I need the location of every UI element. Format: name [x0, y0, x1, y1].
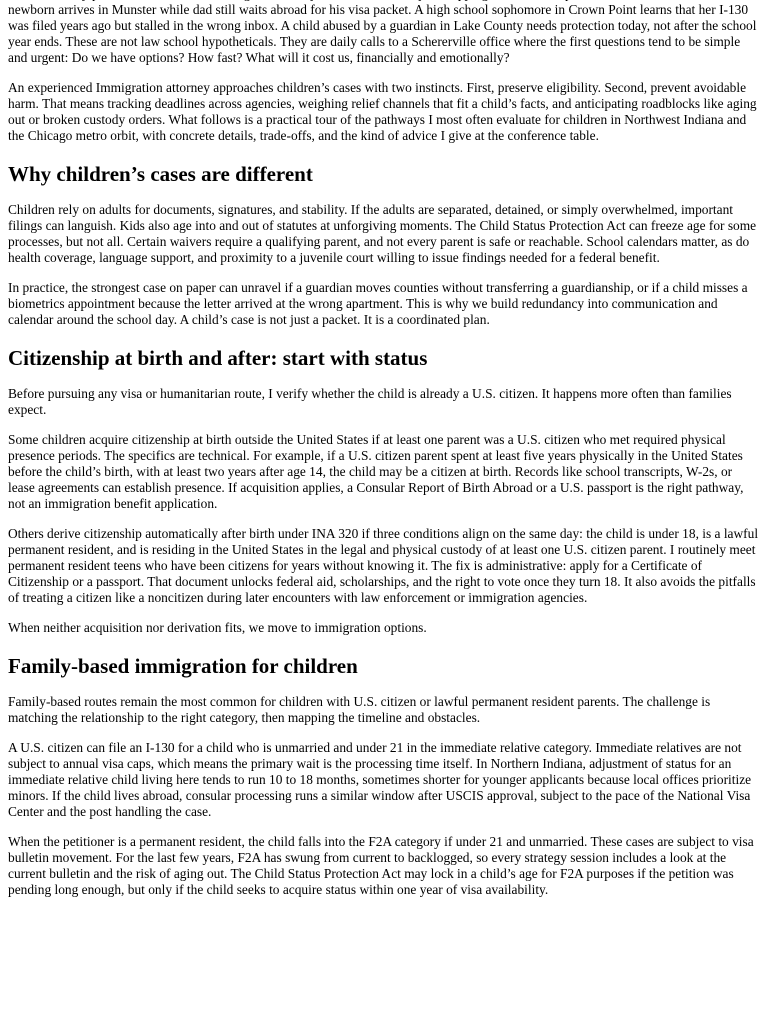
section-paragraph: Children rely on adults for documents, signatures, and stability. If the adults are separated, detained, or simply overwhelmed, important filings can languish. Kids also age into and out of statutes at unforgiving moments. The Child Status Protection Act can freeze age for some processes, but not all. Certain waivers require a qualifying parent, and not every parent is safe or reachable. School calendars matter, as do health coverage, language support, and proximity to a juvenile court willing to issue findings needed for a federal benefit. [8, 202, 757, 265]
section-paragraph: Some children acquire citizenship at birth outside the United States if at least one parent was a U.S. citizen who met required physical presence periods. The specifics are technical. For example, if a U.S. citizen parent spent at least five years physically in the United States before the child’s birth, with at least two years after age 14, the child may be a citizen at birth. Records like school transcripts, W-2s, or lease agreements can establish presence. If acquisition applies, a Consular Report of Birth Abroad or a U.S. passport is the right pathway, not an immigration benefit application. [8, 432, 744, 511]
section-paragraph: Others derive citizenship automatically after birth under INA 320 if three conditions align on the same day: the child is under 18, is a lawful permanent resident, and is residing in the United States in the legal and physical custody of at least one U.S. citizen parent. I routinely meet permanent resident teens who have been citizens for years without knowing it. The fix is administrative: apply for a Certificate of Citizenship or a passport. That document unlocks federal aid, scholarships, and the right to vote once they turn 18. It also avoids the pitfalls of treating a citizen like a noncitizen during later encounters with law enforcement or immigration agencies. [8, 526, 759, 605]
section-paragraph: When the petitioner is a permanent resident, the child falls into the F2A category if under 21 and unmarried. These cases are subject to visa bulletin movement. For the last few years, F2A has swung from current to backlogged, so every strategy session includes a look at the current bulletin and the risk of aging out. The Child Status Protection Act may lock in a child’s age for F2A purposes if the petition was pending long enough, but only if the child seeks to acquire status within one year of visa availability. [8, 834, 754, 897]
article [8, 0, 762, 912]
section-heading: Citizenship at birth and after: start with status [8, 346, 428, 370]
section-paragraph: Before pursuing any visa or humanitarian route, I verify whether the child is already a U.S. citizen. It happens more often than families expect. [8, 386, 732, 417]
section-paragraph: When neither acquisition nor derivation fits, we move to immigration options. [8, 620, 427, 635]
section-paragraph: A U.S. citizen can file an I-130 for a child who is unmarried and under 21 in the immediate relative category. Immediate relatives are not subject to annual visa caps, which means the primary wait is the processing time itself. In Northern Indiana, adjustment of status for an immediate relative child living here tends to run 10 to 18 months, sometimes shorter for younger applicants because local offices prioritize minors. If the child lives abroad, consular processing runs a similar window after USCIS approval, subject to the pace of the National Visa Center and the post handling the case. [8, 740, 752, 819]
section-heading: Why children’s cases are different [8, 162, 313, 186]
intro-paragraph: An experienced Immigration attorney approaches children’s cases with two instincts. First, preserve eligibility. Second, prevent avoidable harm. That means tracking deadlines across agencies, weighing relief channels that fit a child’s facts, and anticipating roadblocks like aging out or broken custody orders. What follows is a practical tour of the pathways I most often evaluate for children in Northwest Indiana and the Chicago metro orbit, with concrete details, trade-offs, and the kind of advice I give at the conference table. [8, 80, 757, 143]
section-paragraph: In practice, the strongest case on paper can unravel if a guardian moves counties without transferring a guardianship, or if a child misses a biometrics appointment because the letter arrived at the wrong apartment. This is why we build redundancy into communication and calendar around the school day. A child’s case is not just a packet. It is a coordinated plan. [8, 280, 748, 327]
intro-paragraph: newborn arrives in Munster while dad still waits abroad for his visa packet. A high school sophomore in Crown Point learns that her I-130 was filed years ago but stalled in the wrong inbox. A child abused by a guardian in Lake County needs protection today, not after the school year ends. These are not law school hypotheticals. They are daily calls to a Schererville office where the first questions tend to be simple and urgent: Do we have options? How fast? What will it cost us, financially and emotionally? [8, 2, 757, 65]
section-paragraph: Family-based routes remain the most common for children with U.S. citizen or lawful permanent resident parents. The challenge is matching the relationship to the right category, then mapping the timeline and obstacles. [8, 694, 711, 725]
section-heading: Family-based immigration for children [8, 654, 358, 678]
